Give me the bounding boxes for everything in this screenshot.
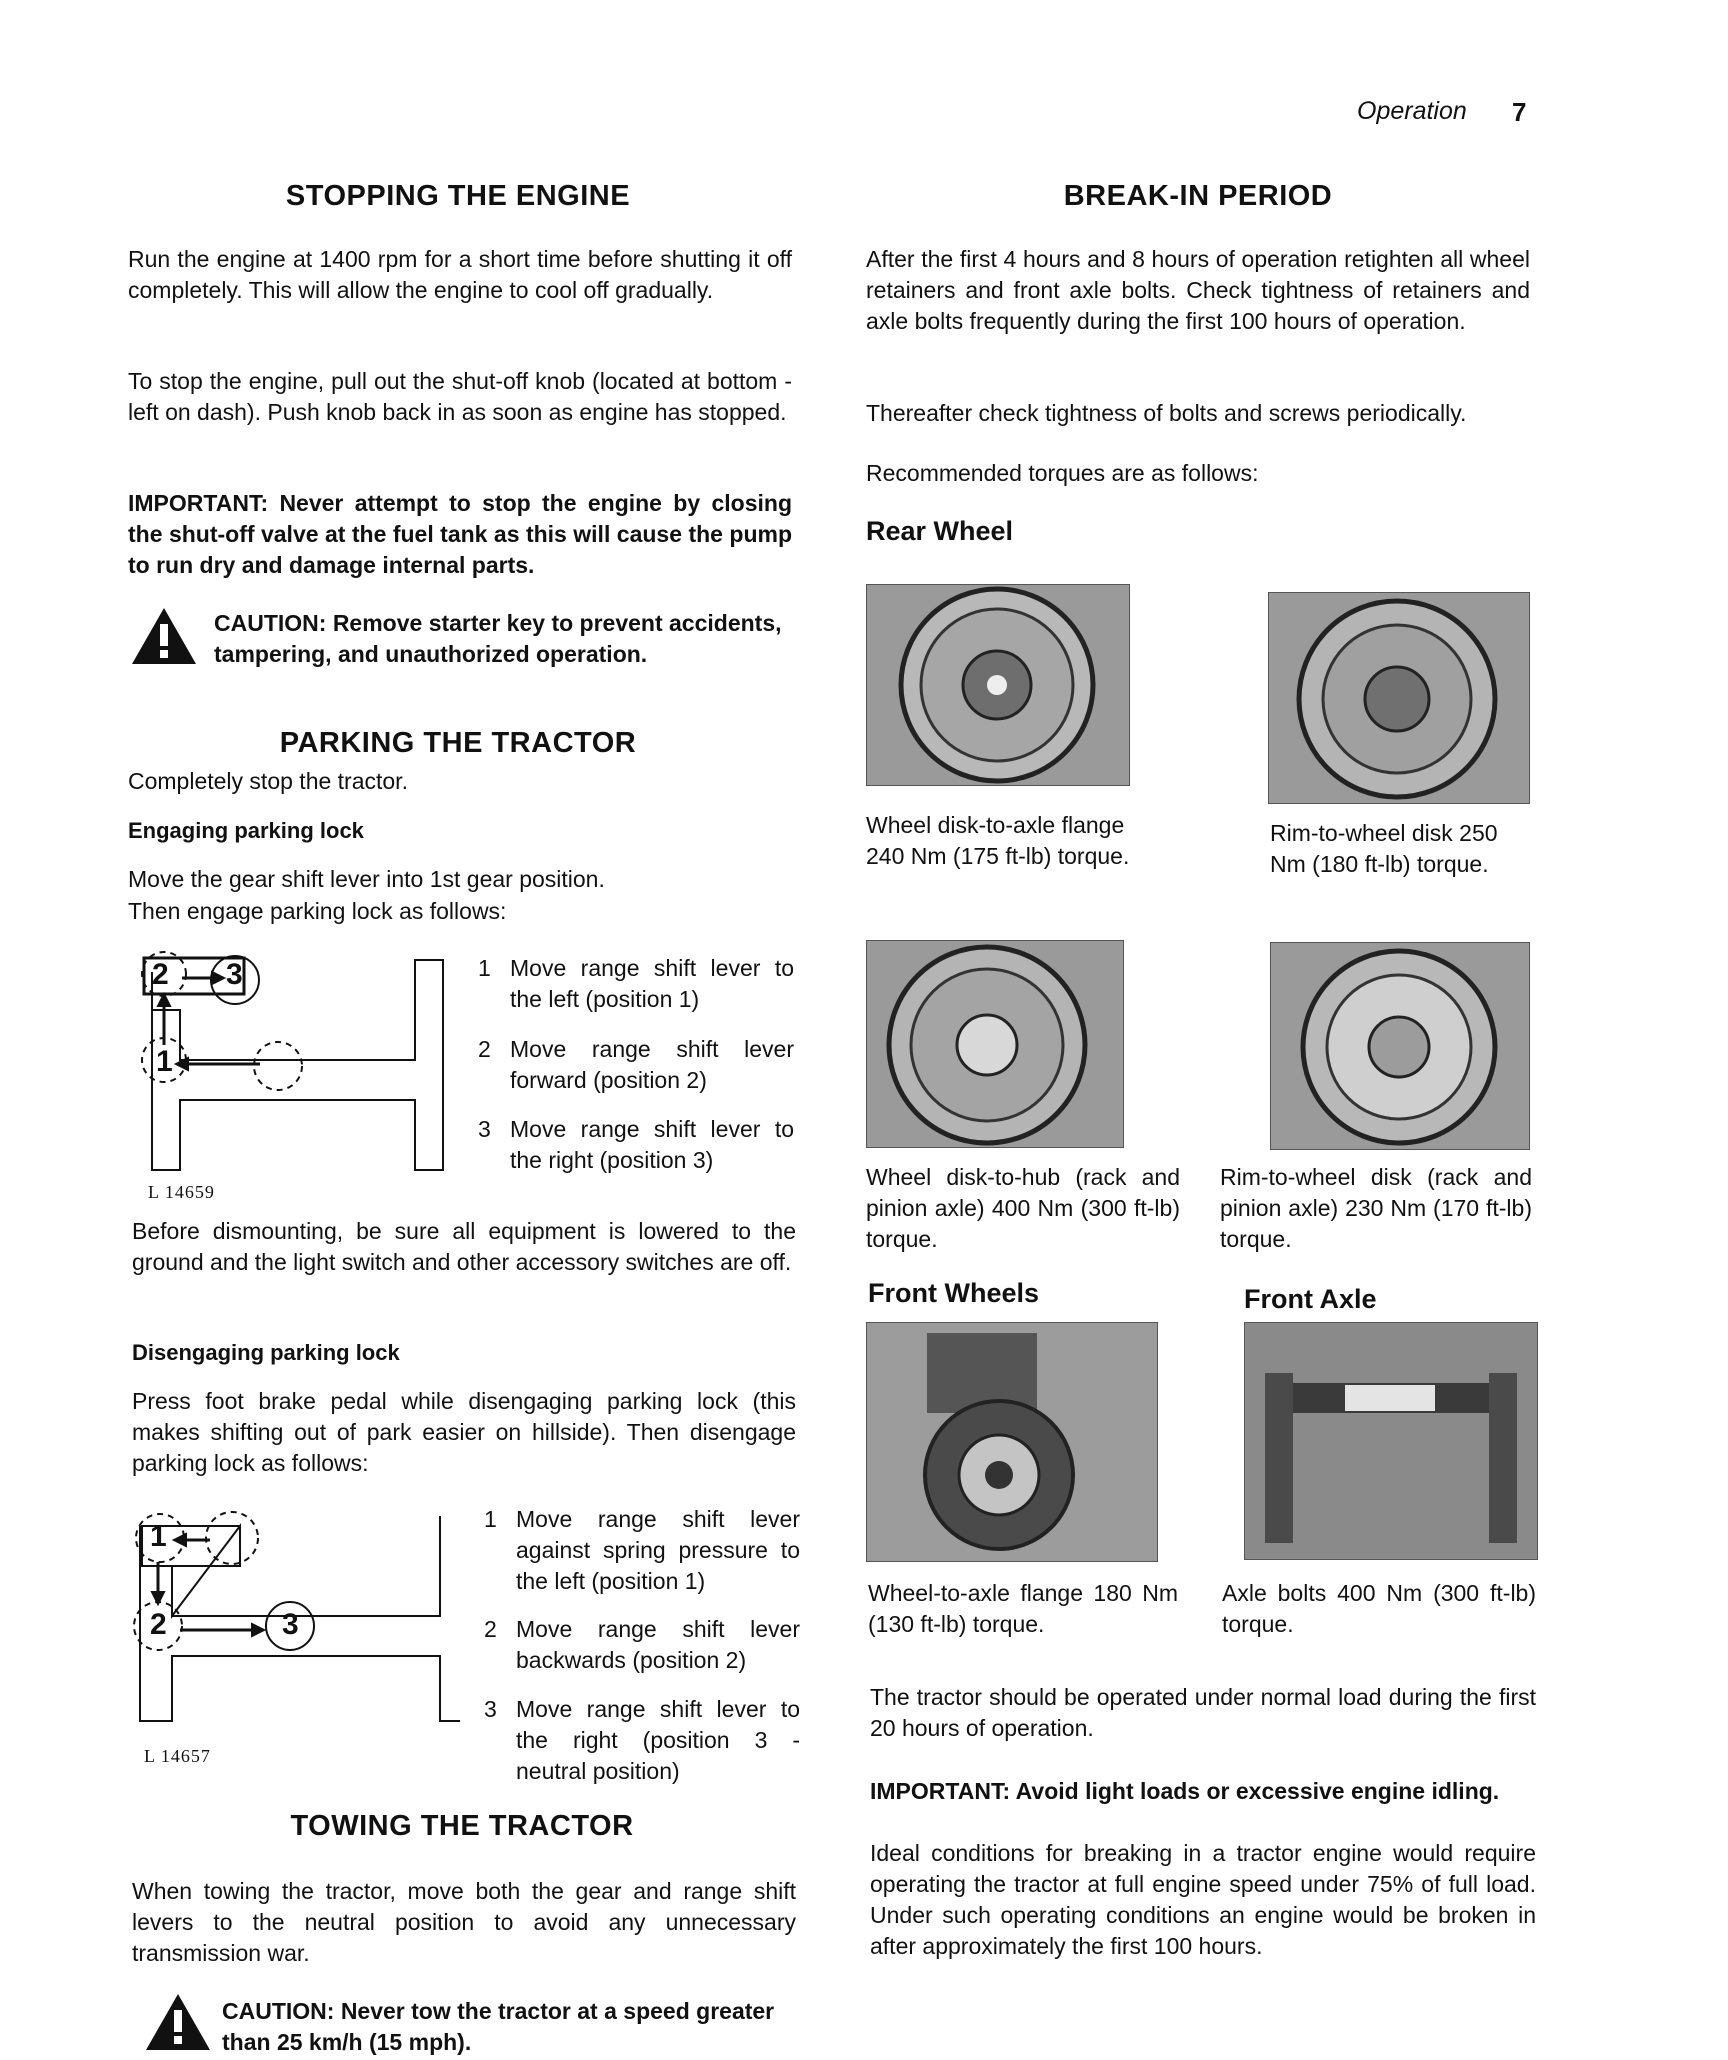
photo-rim-to-wheel-disk: [1268, 592, 1530, 804]
page-number: 7: [1512, 97, 1527, 127]
section-title-towing: TOWING THE TRACTOR: [290, 1810, 634, 1842]
shift-pattern-diagram-engage: [130, 950, 460, 1190]
figure1-step-2: [478, 1034, 794, 1096]
running-header-section: Operation: [1357, 97, 1467, 125]
step-text: Move range shift lever to the right (position 3): [510, 1116, 794, 1173]
engaging-heading: Engaging parking lock: [128, 818, 364, 843]
section-title-breakin: BREAK-IN PERIOD: [1063, 180, 1333, 212]
breakin-important: IMPORTANT: Avoid light loads or excessive engine idling.: [870, 1778, 1500, 1804]
step-number: 3: [478, 1116, 491, 1142]
step-number: 3: [484, 1696, 497, 1722]
breakin-paragraph-2: Thereafter check tightness of bolts and screws periodically.: [866, 400, 1467, 426]
figure1-label: L 14659: [148, 1182, 215, 1202]
breakin-paragraph-1: After the first 4 hours and 8 hours of operation retighten all wheel retainers and front axle bolts. Check tightness of retainers and axle bolts frequently during the first 100 hours of operation.: [866, 246, 1530, 334]
breakin-paragraph-4: The tractor should be operated under normal load during the first 20 hours of operation.: [870, 1684, 1536, 1741]
caption-wheel-disk-to-hub: Wheel disk-to-hub (rack and pinion axle) 400 Nm (300 ft-lb) torque.: [866, 1164, 1180, 1252]
front-axle-heading: Front Axle: [1244, 1284, 1377, 1314]
section-title-parking: PARKING THE TRACTOR: [279, 727, 637, 759]
shift-pattern-diagram-disengage: [130, 1506, 460, 1746]
diagram1-pos-1: 1: [156, 1045, 173, 1078]
stopping-paragraph-2: To stop the engine, pull out the shut-off knob (located at bottom - left on dash). Push knob back in as soon as engine has stopped.: [128, 368, 792, 425]
diagram1-pos-2: 2: [152, 958, 169, 991]
caption-rim-to-wheel-disk-rack: Rim-to-wheel disk (rack and pinion axle) 230 Nm (170 ft-lb) torque.: [1220, 1164, 1532, 1252]
warning-triangle-icon: [146, 1994, 210, 2050]
caption-rim-to-wheel-disk: Rim-to-wheel disk 250 Nm (180 ft-lb) torque.: [1270, 820, 1498, 877]
stopping-important: IMPORTANT: Never attempt to stop the engine by closing the shut-off valve at the fuel tank as this will cause the pump to run dry and damage internal parts.: [128, 490, 792, 578]
front-wheels-heading: Front Wheels: [868, 1278, 1040, 1308]
section-title-stopping: STOPPING THE ENGINE: [285, 180, 631, 212]
engaging-text-2: Then engage parking lock as follows:: [128, 898, 507, 924]
diagram2-pos-3: 3: [282, 1608, 299, 1641]
figure2-step-1: [484, 1504, 800, 1598]
step-text: Move range shift lever backwards (position 2): [516, 1616, 800, 1673]
disengaging-text: Press foot brake pedal while disengaging parking lock (this makes shifting out of park easier on hillside). Then disengage parking lock as follows:: [132, 1388, 796, 1476]
caption-axle-bolts: Axle bolts 400 Nm (300 ft-lb) torque.: [1222, 1580, 1536, 1637]
figure2-step-3: [484, 1694, 800, 1788]
step-number: 1: [478, 955, 491, 981]
dismount-text: Before dismounting, be sure all equipment is lowered to the ground and the light switch and other accessory switches are off.: [132, 1218, 796, 1275]
photo-rim-to-wheel-disk-rack: [1270, 942, 1530, 1150]
figure2-step-2: [484, 1614, 800, 1676]
step-text: Move range shift lever to the left (position 1): [510, 955, 794, 1012]
rear-wheel-heading: Rear Wheel: [866, 516, 1014, 546]
caption-wheel-to-axle-flange: Wheel-to-axle flange 180 Nm (130 ft-lb) torque.: [868, 1580, 1178, 1637]
step-text: Move range shift lever to the right (position 3 - neutral position): [516, 1696, 800, 1784]
warning-triangle-icon: [132, 608, 196, 664]
step-text: Move range shift lever against spring pressure to the left (position 1): [516, 1506, 800, 1594]
figure1-step-1: [478, 953, 794, 1015]
photo-wheel-disk-to-axle: [866, 584, 1130, 786]
parking-intro: Completely stop the tractor.: [128, 768, 408, 794]
photo-wheel-disk-to-hub: [866, 940, 1124, 1148]
figure1-step-3: [478, 1114, 794, 1176]
caption-wheel-disk-to-axle: Wheel disk-to-axle flange 240 Nm (175 ft-lb) torque.: [866, 812, 1130, 869]
breakin-paragraph-5: Ideal conditions for breaking in a tractor engine would require operating the tractor at full engine speed under 75% of full load. Under such operating conditions an engine would be broken in after approximately the first 100 hours.: [870, 1840, 1536, 1959]
figure2-label: L 14657: [144, 1746, 211, 1766]
step-number: 2: [478, 1036, 491, 1062]
diagram1-pos-3: 3: [226, 958, 243, 991]
step-text: Move range shift lever forward (position 2): [510, 1036, 794, 1093]
photo-front-wheel: [866, 1322, 1158, 1562]
stopping-caution: CAUTION: Remove starter key to prevent accidents, tampering, and unauthorized operation.: [214, 610, 782, 667]
towing-text: When towing the tractor, move both the gear and range shift levers to the neutral position to avoid any unnecessary transmission war.: [132, 1878, 796, 1966]
towing-caution: CAUTION: Never tow the tractor at a speed greater than 25 km/h (15 mph).: [222, 1998, 775, 2055]
disengaging-heading: Disengaging parking lock: [132, 1340, 400, 1365]
step-number: 2: [484, 1616, 497, 1642]
stopping-paragraph-1: Run the engine at 1400 rpm for a short time before shutting it off completely. This will allow the engine to cool off gradually.: [128, 246, 792, 303]
step-number: 1: [484, 1506, 497, 1532]
diagram2-pos-2: 2: [150, 1608, 167, 1641]
photo-front-axle: [1244, 1322, 1538, 1560]
diagram2-pos-1: 1: [150, 1520, 167, 1553]
breakin-paragraph-3: Recommended torques are as follows:: [866, 460, 1259, 486]
engaging-text-1: Move the gear shift lever into 1st gear position.: [128, 866, 605, 892]
